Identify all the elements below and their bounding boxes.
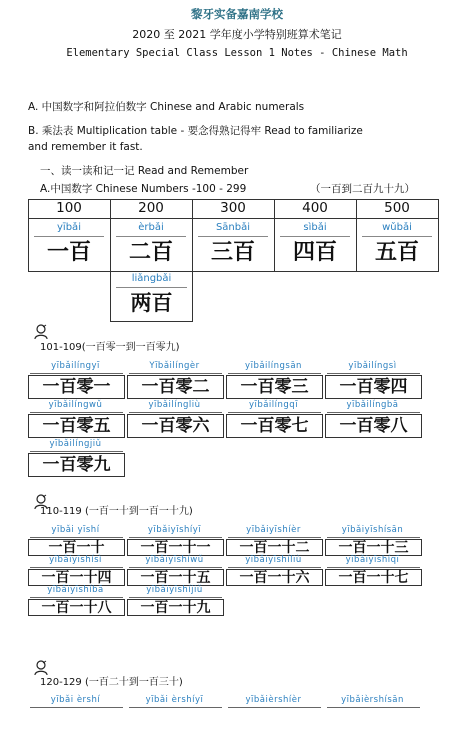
item-hanzi: 一百一十八 xyxy=(41,599,112,616)
item-hanzi: 一百一十一 xyxy=(140,539,211,556)
hundred-pinyin: èrbǎi xyxy=(138,222,164,233)
item-pinyin: yībǎi yīshí xyxy=(51,525,100,535)
section-title: 101-109(一百零一到一百零九) xyxy=(40,342,180,353)
hundred-hanzi: 二百 xyxy=(128,239,173,265)
item-hanzi: 一百零九 xyxy=(42,454,111,475)
section-b-line2: and remember it fast. xyxy=(28,141,143,153)
section-title: 110-119 (一百一十到一百一十九) xyxy=(40,506,193,517)
item-pinyin: yībǎiyīshíbā xyxy=(47,585,104,595)
pinyin-underline xyxy=(129,373,222,374)
hundred-hanzi: 四百 xyxy=(292,239,337,265)
item-hanzi: 一百一十五 xyxy=(140,569,211,586)
pinyin-underline xyxy=(30,412,123,413)
hundred-pinyin: sìbǎi xyxy=(303,222,327,233)
pinyin-underline xyxy=(327,412,420,413)
section-a-text: A. 中国数字和阿拉伯数字 Chinese and Arabic numerals xyxy=(28,101,305,113)
pinyin-underline xyxy=(228,373,321,374)
item-pinyin: yībǎièrshísān xyxy=(341,695,404,705)
item-hanzi: 一百一十二 xyxy=(239,539,310,556)
hundred-pinyin: Sānbǎi xyxy=(215,222,251,233)
pinyin-underline xyxy=(327,567,420,568)
item-pinyin: yībǎilíngjiǔ xyxy=(49,439,102,449)
item-hanzi: 一百一十三 xyxy=(338,539,409,556)
item-pinyin: yībǎièrshíèr xyxy=(245,695,302,705)
pinyin-underline xyxy=(30,373,123,374)
item-hanzi: 一百零四 xyxy=(339,376,408,397)
section-title: 120-129 (一百二十到一百三十) xyxy=(40,677,183,688)
item-pinyin: yībǎilíngliù xyxy=(148,400,201,410)
pinyin-underline xyxy=(116,287,187,288)
item-pinyin: yībǎilíngsān xyxy=(245,361,302,371)
hundred-pinyin: wǔbǎi xyxy=(382,222,412,233)
pinyin-underline xyxy=(327,373,420,374)
item-pinyin: yībǎilíngbā xyxy=(346,400,399,410)
pinyin-underline xyxy=(198,236,268,237)
hundred-hanzi: 一百 xyxy=(46,239,91,265)
item-pinyin: yībǎiyīshíqī xyxy=(345,555,400,565)
item-hanzi: 一百零八 xyxy=(339,415,408,436)
item-pinyin: yībǎiyīshíèr xyxy=(246,525,301,535)
item-hanzi: 一百零二 xyxy=(141,376,210,397)
pinyin-underline xyxy=(34,236,104,237)
item-hanzi: 一百一十九 xyxy=(140,599,211,616)
hundred-number: 100 xyxy=(56,200,82,216)
pinyin-underline xyxy=(228,567,321,568)
part-a-range: （一百到二百九十九） xyxy=(310,183,415,195)
pinyin-underline xyxy=(228,412,321,413)
alt-pinyin: liǎngbǎi xyxy=(131,273,172,284)
item-hanzi: 一百零六 xyxy=(141,415,210,436)
item-pinyin: yībǎiyīshíliù xyxy=(245,555,302,565)
pinyin-underline xyxy=(228,707,321,708)
item-pinyin: yībǎiyīshísān xyxy=(341,525,404,535)
pinyin-underline xyxy=(129,707,222,708)
part-a-title: A.中国数字 Chinese Numbers -100 - 299 xyxy=(40,183,247,195)
item-hanzi: 一百一十六 xyxy=(239,569,310,586)
item-hanzi: 一百一十七 xyxy=(338,569,409,586)
item-pinyin: yībǎiyīshíwǔ xyxy=(145,555,204,565)
item-pinyin: yībǎilíngwǔ xyxy=(48,400,103,410)
pinyin-underline xyxy=(228,537,321,538)
item-pinyin: yībǎi èrshí xyxy=(50,695,101,705)
pinyin-underline xyxy=(327,537,420,538)
item-pinyin: yībǎiyīshísì xyxy=(49,555,102,565)
item-hanzi: 一百零七 xyxy=(240,415,309,436)
section-b-line1: B. 乘法表 Multiplication table - 要念得熟记得牢 Read to familiarize xyxy=(28,125,363,137)
alt-hanzi: 两百 xyxy=(130,290,173,315)
item-pinyin: Yībǎilíngèr xyxy=(149,361,200,371)
item-pinyin: yībǎiyīshíyī xyxy=(147,525,202,535)
hundred-number: 200 xyxy=(138,200,164,216)
item-pinyin: yībǎilíngsì xyxy=(348,361,397,371)
pinyin-underline xyxy=(129,567,222,568)
hundred-hanzi: 五百 xyxy=(374,239,419,265)
item-pinyin: yībǎiyīshíjiǔ xyxy=(146,585,203,595)
item-pinyin: yībǎi èrshíyī xyxy=(145,695,204,705)
hundred-hanzi: 三百 xyxy=(210,239,255,265)
item-hanzi: 一百零一 xyxy=(42,376,111,397)
lesson-title: Elementary Special Class Lesson 1 Notes - Chinese Math xyxy=(66,47,408,59)
pinyin-underline xyxy=(116,236,186,237)
pinyin-underline xyxy=(280,236,350,237)
hundred-pinyin: yībǎi xyxy=(57,222,81,233)
pinyin-underline xyxy=(362,236,432,237)
pinyin-underline xyxy=(30,567,123,568)
pinyin-underline xyxy=(129,537,222,538)
item-hanzi: 一百零三 xyxy=(240,376,309,397)
document-subtitle: 2020 至 2021 学年度小学特别班算术笔记 xyxy=(132,28,342,41)
part1-title: 一、读一读和记一记 Read and Remember xyxy=(40,165,249,177)
item-pinyin: yībǎilíngyī xyxy=(51,361,100,371)
item-pinyin: yībǎilíngqī xyxy=(248,400,299,410)
pinyin-underline xyxy=(30,707,123,708)
pinyin-underline xyxy=(30,537,123,538)
item-hanzi: 一百零五 xyxy=(42,415,111,436)
item-hanzi: 一百一十 xyxy=(48,539,105,556)
item-hanzi: 一百一十四 xyxy=(41,569,112,586)
pinyin-underline xyxy=(129,597,222,598)
pinyin-underline xyxy=(30,451,123,452)
hundred-number: 500 xyxy=(384,200,410,216)
hundred-number: 300 xyxy=(220,200,246,216)
pinyin-underline xyxy=(129,412,222,413)
pinyin-underline xyxy=(327,707,420,708)
pinyin-underline xyxy=(30,597,123,598)
hundred-number: 400 xyxy=(302,200,328,216)
school-title: 黎牙实备嘉南学校 xyxy=(191,7,283,21)
